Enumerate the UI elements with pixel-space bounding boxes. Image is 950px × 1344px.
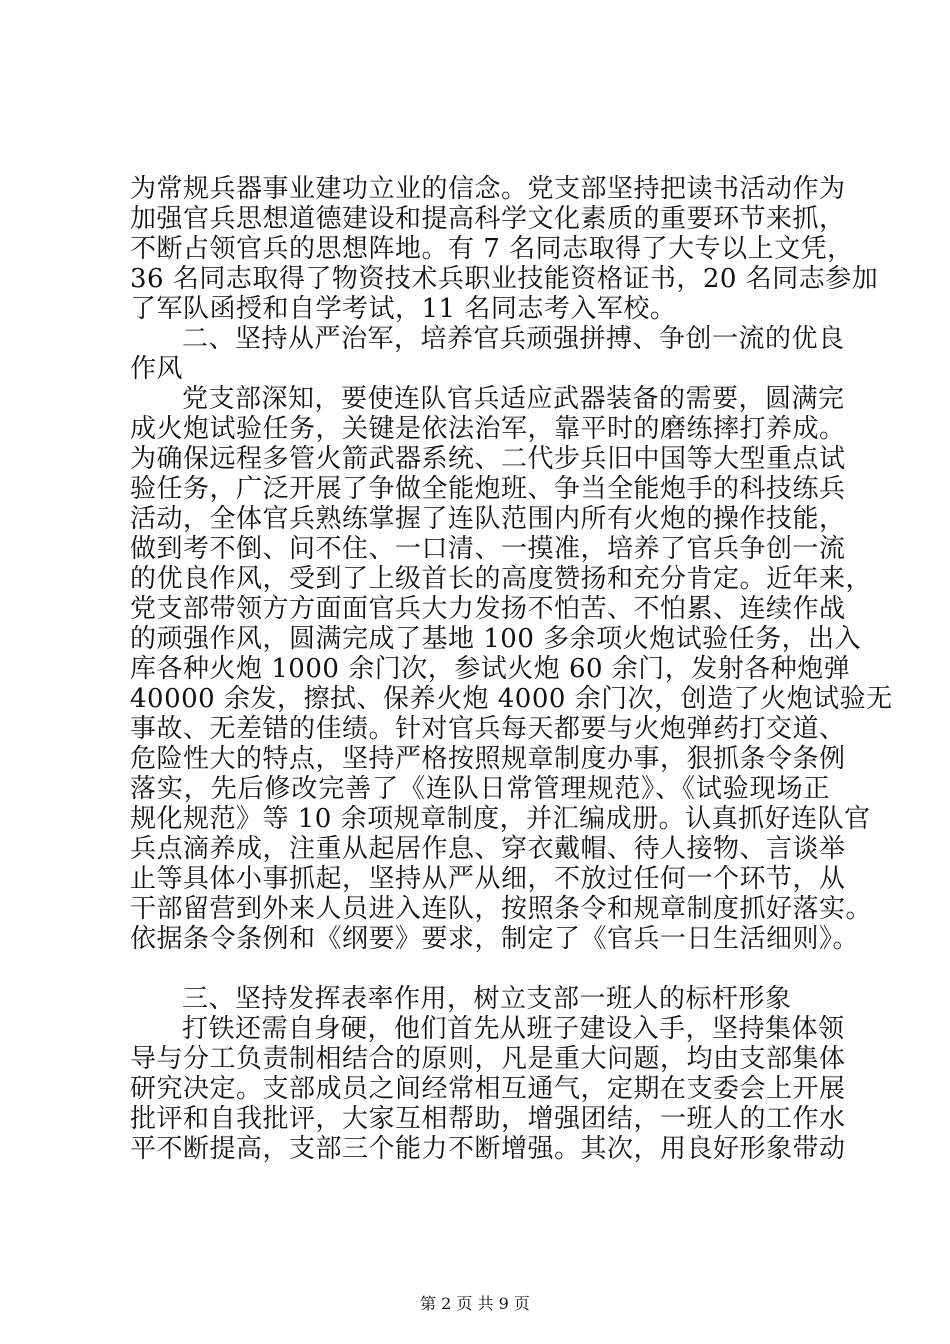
text-line: 危险性大的特点，坚持严格按照规章制度办事，狠抓条令条例 <box>130 744 846 774</box>
text-line: 打铁还需自身硬，他们首先从班子建设入手，坚持集体领 <box>182 1014 845 1044</box>
text-line: 依据条令条例和《纲要》要求，制定了《官兵一日生活细则》。 <box>130 924 860 954</box>
text-line: 平不断提高，支部三个能力不断增强。其次，用良好形象带动 <box>130 1134 846 1164</box>
text-line: 止等具体小事抓起，坚持从严从细，不放过任何一个环节，从 <box>130 864 846 894</box>
text-line: 加强官兵思想道德建设和提高科学文化素质的重要环节来抓， <box>130 204 846 234</box>
text-line: 40000 余发，擦拭、保养火炮 4000 余门次，创造了火炮试验无 <box>130 684 893 714</box>
text-line: 兵点滴养成，注重从起居作息、穿衣戴帽、待人接物、言谈举 <box>130 834 846 864</box>
paragraph-gap <box>130 954 830 984</box>
text-line: 落实，先后修改完善了《连队日常管理规范》、《试验现场正 <box>130 774 830 804</box>
page-number-footer: 第 2 页 共 9 页 <box>420 1294 530 1313</box>
text-line: 成火炮试验任务，关键是依法治军，靠平时的磨练摔打养成。 <box>130 414 846 444</box>
text-line: 规化规范》等 10 余项规章制度，并汇编成册。认真抓好连队官 <box>130 804 871 834</box>
text-line: 批评和自我批评，大家互相帮助，增强团结，一班人的工作水 <box>130 1104 846 1134</box>
text-line: 做到考不倒、问不住、一口清、一摸准，培养了官兵争创一流 <box>130 534 846 564</box>
text-line: 36 名同志取得了物资技术兵职业技能资格证书，20 名同志参加 <box>130 264 879 294</box>
text-line: 研究决定。支部成员之间经常相互通气，定期在支委会上开展 <box>130 1074 846 1104</box>
section-heading-line: 作风 <box>130 354 184 384</box>
text-line: 的顽强作风，圆满完成了基地 100 多余项火炮试验任务，出入 <box>130 624 862 654</box>
text-line: 导与分工负责制相结合的原则，凡是重大问题，均由支部集体 <box>130 1044 846 1074</box>
text-line: 活动，全体官兵熟练掌握了连队范围内所有火炮的操作技能， <box>130 504 846 534</box>
text-line: 不断占领官兵的思想阵地。有 7 名同志取得了大专以上文凭， <box>130 234 854 264</box>
text-line: 了军队函授和自学考试，11 名同志考入军校。 <box>130 294 677 324</box>
text-line: 验任务，广泛开展了争做全能炮班、争当全能炮手的科技练兵 <box>130 474 846 504</box>
text-line: 党支部深知，要使连队官兵适应武器装备的需要，圆满完 <box>182 384 845 414</box>
text-line: 事故、无差错的佳绩。针对官兵每天都要与火炮弹药打交道、 <box>130 714 846 744</box>
text-line: 的优良作风，受到了上级首长的高度赞扬和充分肯定。近年来， <box>130 564 873 594</box>
text-line: 为常规兵器事业建功立业的信念。党支部坚持把读书活动作为 <box>130 174 846 204</box>
document-body <box>130 174 893 1164</box>
text-line: 党支部带领方方面面官兵大力发扬不怕苦、不怕累、连续作战 <box>130 594 846 624</box>
section-heading-line: 三、坚持发挥表率作用，树立支部一班人的标杆形象 <box>182 984 792 1014</box>
text-line: 为确保远程多管火箭武器系统、二代步兵旧中国等大型重点试 <box>130 444 846 474</box>
text-line: 库各种火炮 1000 余门次，参试火炮 60 余门，发射各种炮弹 <box>130 654 851 684</box>
text-line: 干部留营到外来人员进入连队，按照条令和规章制度抓好落实。 <box>130 894 873 924</box>
section-heading-line: 二、坚持从严治军，培养官兵顽强拼搏、争创一流的优良 <box>182 324 845 354</box>
